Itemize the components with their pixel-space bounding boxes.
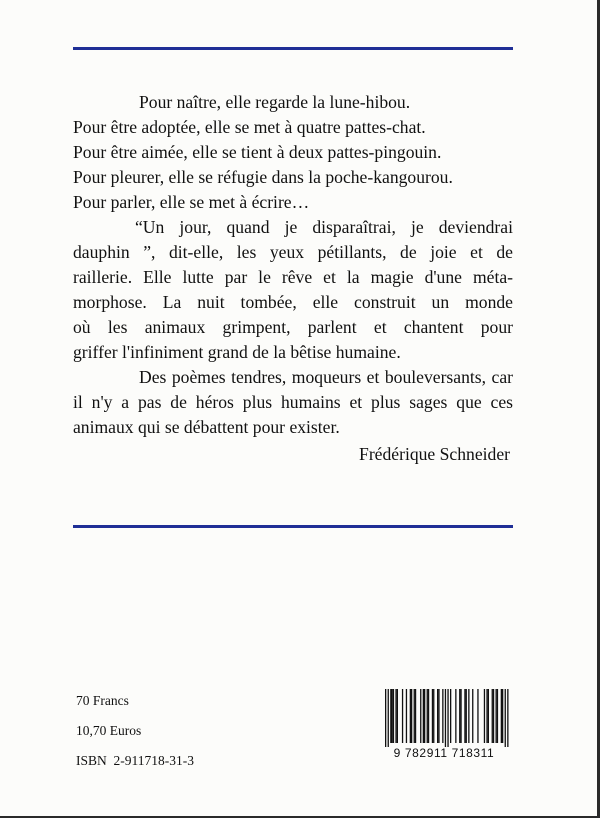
barcode-bar (442, 689, 443, 743)
blurb-line: dauphin ”, dit-elle, les yeux pétillants, de joie et de (73, 242, 513, 262)
barcode-bar (492, 689, 493, 743)
barcode-bars (385, 689, 509, 747)
isbn: ISBN 2-911718-31-3 (76, 753, 194, 768)
barcode-bar (393, 689, 394, 743)
barcode-bar (445, 689, 446, 747)
blurb-line: “Un jour, quand je disparaîtrai, je deviendrai (135, 217, 513, 237)
barcode-bar (427, 689, 428, 743)
price-francs: 70 Francs (76, 693, 129, 708)
barcode-bar (395, 689, 396, 743)
barcode-bar (411, 689, 412, 743)
blurb-line: Pour être aimée, elle se tient à deux pattes-pingouin. (73, 142, 442, 162)
barcode-bar (468, 689, 469, 743)
top-blue-rule (73, 47, 513, 50)
barcode-bar (464, 689, 465, 743)
blurb-line: Pour parler, elle se met à écrire… (73, 192, 310, 212)
barcode-bar (392, 689, 393, 743)
blurb-line: Pour pleurer, elle se réfugie dans la poche-kangourou. (73, 167, 453, 187)
barcode-bar (501, 689, 502, 743)
barcode-bar (447, 689, 448, 747)
barcode-bar (496, 689, 497, 743)
barcode-bar (415, 689, 416, 743)
blurb-line: Pour naître, elle regarde la lune-hibou. (139, 92, 411, 112)
blurb-text (73, 90, 513, 440)
blurb-line: où les animaux grimpent, parlent et chantent pour (73, 317, 513, 337)
barcode-bar (455, 689, 456, 743)
blurb-line: Pour être adoptée, elle se met à quatre pattes-chat. (73, 117, 426, 137)
barcode (375, 687, 513, 760)
blurb-line: griffer l'infiniment grand de la bêtise humaine. (73, 342, 401, 362)
barcode-bar (428, 689, 429, 743)
barcode-bar (484, 689, 485, 743)
barcode-bar (488, 689, 489, 743)
barcode-bar (420, 689, 421, 743)
barcode-bar (450, 689, 451, 743)
barcode-bar (390, 689, 391, 743)
blurb-paragraph-1 (73, 90, 513, 215)
blurb-line: morphose. La nuit tombée, elle construit un monde (73, 292, 513, 312)
barcode-bar (507, 689, 508, 747)
barcode-bar (388, 689, 389, 747)
price-info (76, 686, 194, 776)
barcode-bar (497, 689, 498, 743)
price-euros: 10,70 Euros (76, 723, 142, 738)
barcode-bar (477, 689, 478, 743)
barcode-bar (424, 689, 425, 743)
barcode-bar (402, 689, 403, 743)
barcode-bar (486, 689, 487, 743)
barcode-bar (466, 689, 467, 743)
barcode-bar (459, 689, 460, 743)
barcode-bar (460, 689, 461, 743)
barcode-bar (437, 689, 438, 743)
blurb-paragraph-2 (73, 215, 513, 365)
barcode-number: 9 782911 718311 (393, 746, 495, 760)
bottom-blue-rule (73, 525, 513, 528)
barcode-bar (502, 689, 503, 743)
barcode-bar (493, 689, 494, 743)
barcode-bar (385, 689, 386, 747)
barcode-bar (397, 689, 398, 743)
barcode-bar (406, 689, 407, 743)
barcode-bar (472, 689, 473, 743)
blurb-line: Des poèmes tendres, moqueurs et bouleversants, car il n'y a pas de héros plus humains et plus (73, 367, 513, 412)
barcode-bar (414, 689, 415, 743)
barcode-bar (410, 689, 411, 743)
author-name: Frédérique Schneider (359, 444, 510, 464)
barcode-bar (433, 689, 434, 743)
blurb-line: raillerie. Elle lutte par le rêve et la magie d'une méta- (73, 267, 513, 287)
barcode-bar (438, 689, 439, 743)
barcode-bar (505, 689, 506, 747)
blurb-paragraph-3 (73, 365, 513, 440)
blurb-line: sages que ces animaux qui se débattent pour exister. (73, 392, 514, 437)
barcode-bar (432, 689, 433, 743)
barcode-bar (423, 689, 424, 743)
